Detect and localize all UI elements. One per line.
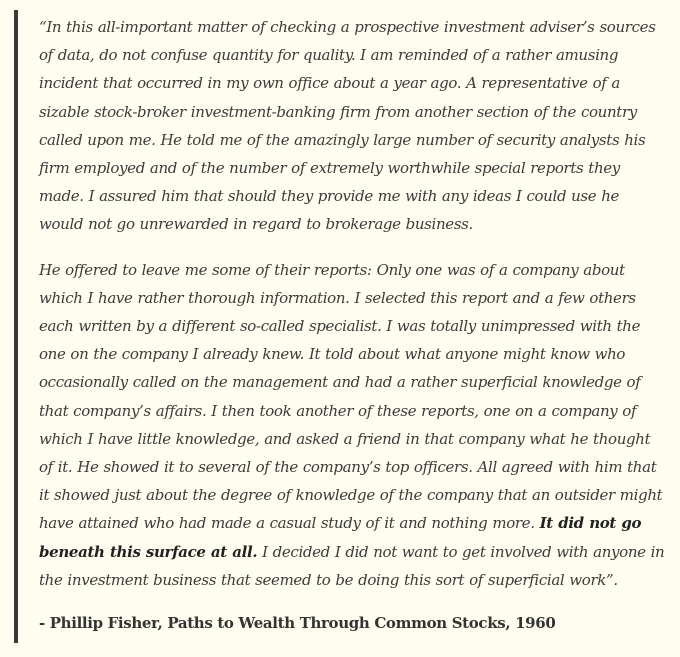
quote-emphasis: It did not go beneath this surface at all. — [39, 514, 642, 561]
blockquote — [14, 10, 666, 643]
quote-paragraph-2 — [39, 256, 666, 594]
quote-attribution: - Phillip Fisher, Paths to Wealth Through Common Stocks, 1960 — [39, 614, 556, 633]
quote-paragraph-2-text-start: He offered to leave me some of their reports: Only one was of a company about which I have rather thorough information. I selected this report and a few others each written by a different so-called specialist. I was totally unimpressed with the one on the company I already knew. It told about what anyone might know who occasionally called on the management and had a rather superficial knowledge of that company’s affairs. I then took another of these reports, one on a company of which I have little knowledge, and asked a friend in that company what he thought of it. He showed it to several of the company’s top officers. All agreed with him that it showed just about the degree of knowledge of the company that an outsider might have attained who had made a casual study of it and nothing more. — [39, 260, 663, 533]
quote-paragraph-2-text-end: I decided I did not want to get involved with anyone in the investment business that seemed to be doing this sort of superficial work”. — [39, 542, 665, 589]
quote-paragraph-1: “In this all-important matter of checking a prospective investment adviser’s sources of data, do not confuse quantity for quality. I am reminded of a rather amusing incident that occurred in my own office about a year ago. A representative of a sizable stock-broker investment-banking firm from another section of the country called upon me. He told me of the amazingly large number of security analysts his firm employed and of the number of extremely worthwhile special reports they made. I assured him that should they provide me with any ideas I could use he would not go unrewarded in regard to brokerage business. — [39, 18, 656, 234]
